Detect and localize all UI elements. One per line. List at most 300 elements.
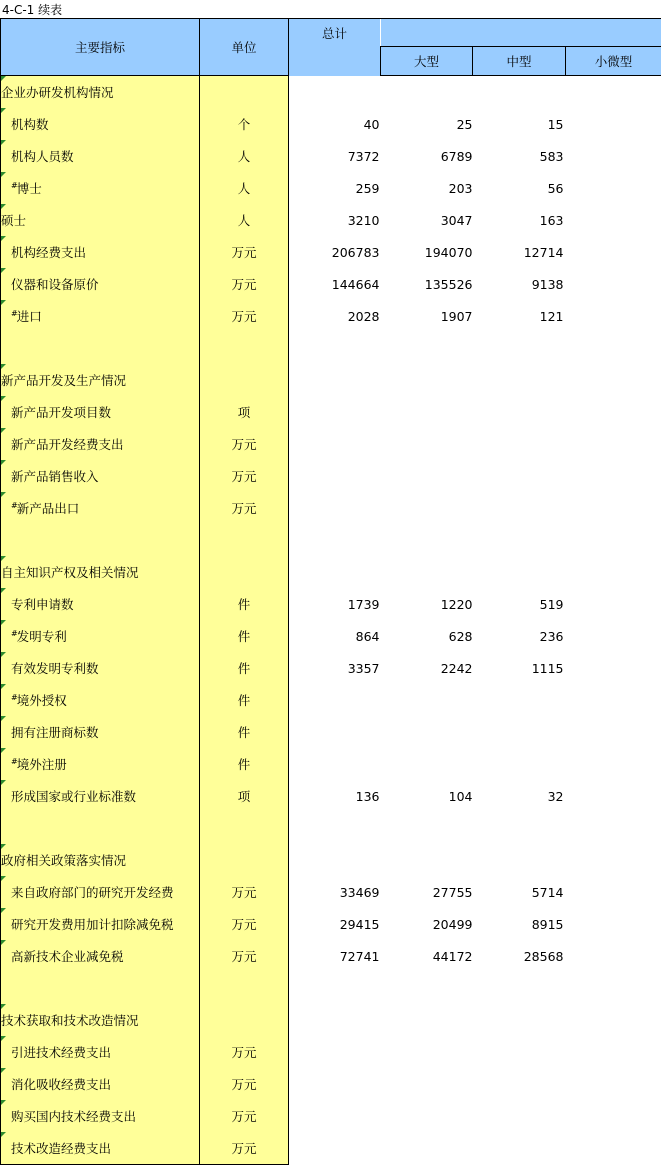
cell-marker-icon — [1, 204, 6, 209]
medium-value-cell — [473, 76, 566, 109]
medium-value-cell — [473, 1068, 566, 1100]
indicator-label: 有效发明专利数 — [11, 661, 99, 676]
unit-cell: 件 — [200, 588, 289, 620]
total-value-cell — [289, 460, 381, 492]
indicator-label: 新产品开发项目数 — [11, 405, 112, 420]
medium-value-cell: 56 — [547, 180, 564, 196]
large-value-cell — [381, 844, 473, 876]
large-value-cell — [381, 524, 473, 556]
small-value-cell — [566, 940, 661, 972]
large-value-cell: 44172 — [432, 948, 473, 964]
unit-cell: 件 — [200, 652, 289, 684]
small-value-cell — [566, 428, 661, 460]
table-row — [1, 1036, 661, 1068]
large-value-cell — [381, 428, 473, 460]
indicator-cell — [1, 684, 200, 716]
medium-value-cell: 1115 — [531, 660, 564, 676]
indicator-cell — [1, 748, 200, 780]
small-value-cell — [566, 780, 661, 812]
table-row — [1, 780, 661, 812]
large-value-cell — [381, 332, 473, 364]
section-row — [1, 364, 661, 396]
unit-cell: 万元 — [200, 1100, 289, 1132]
indicator-cell — [1, 172, 200, 204]
total-value-cell: 2028 — [347, 308, 380, 324]
total-value-cell — [289, 844, 381, 876]
small-value-cell — [566, 268, 661, 300]
large-value-cell: 3047 — [440, 212, 473, 228]
total-value-cell — [289, 972, 381, 1004]
cell-marker-icon — [1, 556, 6, 561]
total-value-cell — [289, 684, 381, 716]
unit-cell — [200, 524, 289, 556]
table-row — [1, 172, 661, 204]
blank-row — [1, 524, 661, 556]
large-value-cell — [381, 1132, 473, 1165]
small-value-cell — [566, 1036, 661, 1068]
indicator-cell — [1, 652, 200, 684]
large-value-cell: 104 — [448, 788, 473, 804]
section-row — [1, 844, 661, 876]
total-value-cell — [289, 1132, 381, 1165]
total-value-cell — [289, 1036, 381, 1068]
cell-marker-icon — [1, 748, 6, 753]
indicator-cell — [1, 620, 200, 652]
medium-value-cell — [473, 1100, 566, 1132]
total-value-cell — [289, 1068, 381, 1100]
indicator-label: 机构经费支出 — [11, 245, 87, 260]
cell-marker-icon — [1, 1004, 6, 1009]
total-value-cell: 3357 — [347, 660, 380, 676]
indicator-label: 新产品开发及生产情况 — [1, 373, 127, 388]
indicator-cell — [1, 428, 200, 460]
unit-cell — [200, 812, 289, 844]
large-value-cell — [381, 1100, 473, 1132]
cell-marker-icon — [1, 140, 6, 145]
indicator-label: 硕士 — [1, 213, 27, 228]
small-value-cell — [566, 396, 661, 428]
small-value-cell — [566, 364, 661, 396]
large-value-cell — [381, 1068, 473, 1100]
indicator-cell — [1, 268, 200, 300]
indicator-cell — [1, 76, 200, 109]
medium-value-cell: 5714 — [531, 884, 564, 900]
hash-marker: # — [11, 757, 18, 766]
indicator-cell — [1, 1132, 200, 1165]
large-value-cell: 6789 — [440, 148, 473, 164]
header-large: 大型 — [381, 47, 473, 76]
small-value-cell — [566, 76, 661, 109]
cell-marker-icon — [1, 652, 6, 657]
unit-cell: 人 — [200, 204, 289, 236]
blank-row — [1, 332, 661, 364]
medium-value-cell — [473, 492, 566, 524]
cell-marker-icon — [1, 1036, 6, 1041]
indicator-label: 新产品销售收入 — [11, 469, 99, 484]
indicator-cell — [1, 300, 200, 332]
cell-marker-icon — [1, 844, 6, 849]
unit-cell: 万元 — [200, 428, 289, 460]
unit-cell — [200, 332, 289, 364]
small-value-cell — [566, 524, 661, 556]
unit-cell: 万元 — [200, 236, 289, 268]
small-value-cell — [566, 460, 661, 492]
large-value-cell: 1907 — [440, 308, 473, 324]
large-value-cell: 194070 — [424, 244, 473, 260]
medium-value-cell — [473, 1132, 566, 1165]
indicator-label: 研究开发费用加计扣除减免税 — [11, 917, 174, 932]
medium-value-cell — [473, 428, 566, 460]
total-value-cell — [289, 76, 381, 109]
hash-marker: # — [11, 501, 18, 510]
indicator-label: 自主知识产权及相关情况 — [1, 565, 139, 580]
medium-value-cell — [473, 524, 566, 556]
indicator-label: 发明专利 — [16, 629, 67, 644]
total-value-cell: 33469 — [339, 884, 380, 900]
cell-marker-icon — [1, 268, 6, 273]
medium-value-cell — [473, 1004, 566, 1036]
medium-value-cell: 9138 — [531, 276, 564, 292]
small-value-cell — [566, 684, 661, 716]
unit-cell: 个 — [200, 108, 289, 140]
table-row — [1, 268, 661, 300]
indicator-label: 引进技术经费支出 — [11, 1045, 112, 1060]
total-value-cell — [289, 492, 381, 524]
total-value-cell — [289, 428, 381, 460]
header-small: 小微型 — [566, 47, 661, 76]
unit-cell — [200, 844, 289, 876]
table-row — [1, 300, 661, 332]
cell-marker-icon — [1, 940, 6, 945]
indicator-label: 来自政府部门的研究开发经费 — [11, 885, 174, 900]
total-value-cell — [289, 716, 381, 748]
medium-value-cell: 236 — [539, 628, 564, 644]
hash-marker: # — [11, 309, 18, 318]
hash-marker: # — [11, 693, 18, 702]
large-value-cell — [381, 460, 473, 492]
large-value-cell — [381, 748, 473, 780]
table-row — [1, 716, 661, 748]
indicator-label: 形成国家或行业标准数 — [11, 789, 137, 804]
indicator-label: 机构人员数 — [11, 149, 74, 164]
indicator-cell — [1, 1004, 200, 1036]
unit-cell: 件 — [200, 716, 289, 748]
indicator-cell — [1, 556, 200, 588]
indicator-cell — [1, 812, 200, 844]
cell-marker-icon — [1, 428, 6, 433]
section-row — [1, 1004, 661, 1036]
indicator-cell — [1, 940, 200, 972]
small-value-cell — [566, 172, 661, 204]
total-value-cell — [289, 748, 381, 780]
cell-marker-icon — [1, 588, 6, 593]
small-value-cell — [566, 204, 661, 236]
indicator-label: 技术获取和技术改造情况 — [1, 1013, 139, 1028]
medium-value-cell: 15 — [547, 116, 564, 132]
indicator-label: 机构数 — [11, 117, 49, 132]
cell-marker-icon — [1, 460, 6, 465]
table-row — [1, 236, 661, 268]
hash-marker: # — [11, 181, 18, 190]
small-value-cell — [566, 972, 661, 1004]
total-value-cell — [289, 396, 381, 428]
large-value-cell — [381, 556, 473, 588]
indicator-cell — [1, 1100, 200, 1132]
medium-value-cell: 28568 — [523, 948, 564, 964]
medium-value-cell: 519 — [539, 596, 564, 612]
indicator-cell — [1, 396, 200, 428]
indicator-cell — [1, 204, 200, 236]
table-row — [1, 588, 661, 620]
indicator-label: 技术改造经费支出 — [11, 1141, 112, 1156]
small-value-cell — [566, 492, 661, 524]
small-value-cell — [566, 588, 661, 620]
small-value-cell — [566, 556, 661, 588]
indicator-label: 企业办研发机构情况 — [1, 85, 114, 100]
small-value-cell — [566, 652, 661, 684]
unit-cell: 万元 — [200, 1132, 289, 1165]
header-unit: 单位 — [200, 19, 289, 76]
medium-value-cell: 121 — [539, 308, 564, 324]
medium-value-cell — [473, 844, 566, 876]
small-value-cell — [566, 908, 661, 940]
large-value-cell — [381, 716, 473, 748]
unit-cell: 万元 — [200, 1068, 289, 1100]
unit-cell — [200, 556, 289, 588]
total-value-cell: 7372 — [347, 148, 380, 164]
total-value-cell: 144664 — [331, 276, 380, 292]
sheet-title: 4-C-1 续表 — [2, 3, 63, 17]
table-row — [1, 652, 661, 684]
unit-cell — [200, 76, 289, 109]
medium-value-cell: 163 — [539, 212, 564, 228]
large-value-cell — [381, 396, 473, 428]
medium-value-cell — [473, 556, 566, 588]
indicator-cell — [1, 236, 200, 268]
unit-cell: 万元 — [200, 460, 289, 492]
indicator-label: 购买国内技术经费支出 — [11, 1109, 137, 1124]
medium-value-cell: 12714 — [523, 244, 564, 260]
total-value-cell: 40 — [363, 116, 380, 132]
unit-cell: 项 — [200, 396, 289, 428]
header-total: 总计 — [289, 19, 381, 76]
small-value-cell — [566, 108, 661, 140]
table-row — [1, 876, 661, 908]
blank-row — [1, 972, 661, 1004]
large-value-cell — [381, 364, 473, 396]
table-row — [1, 908, 661, 940]
medium-value-cell — [473, 972, 566, 1004]
medium-value-cell — [473, 684, 566, 716]
small-value-cell — [566, 236, 661, 268]
section-row — [1, 556, 661, 588]
table-row — [1, 396, 661, 428]
large-value-cell — [381, 1004, 473, 1036]
total-value-cell: 3210 — [347, 212, 380, 228]
table-row — [1, 1132, 661, 1165]
small-value-cell — [566, 1068, 661, 1100]
medium-value-cell — [473, 812, 566, 844]
unit-cell: 件 — [200, 620, 289, 652]
small-value-cell — [566, 620, 661, 652]
large-value-cell: 20499 — [432, 916, 473, 932]
indicator-label: 消化吸收经费支出 — [11, 1077, 112, 1092]
table-row — [1, 1100, 661, 1132]
cell-marker-icon — [1, 620, 6, 625]
medium-value-cell — [473, 396, 566, 428]
unit-cell: 项 — [200, 780, 289, 812]
indicator-cell — [1, 876, 200, 908]
indicator-label: 新产品开发经费支出 — [11, 437, 124, 452]
small-value-cell — [566, 812, 661, 844]
table-row — [1, 684, 661, 716]
unit-cell: 万元 — [200, 1036, 289, 1068]
indicator-cell — [1, 844, 200, 876]
indicator-cell — [1, 140, 200, 172]
section-row — [1, 76, 661, 109]
unit-cell: 万元 — [200, 492, 289, 524]
indicator-cell — [1, 492, 200, 524]
indicator-cell — [1, 524, 200, 556]
cell-marker-icon — [1, 364, 6, 369]
data-table — [0, 18, 661, 1165]
medium-value-cell: 583 — [539, 148, 564, 164]
cell-marker-icon — [1, 492, 6, 497]
large-value-cell: 135526 — [424, 276, 473, 292]
large-value-cell — [381, 972, 473, 1004]
indicator-label: 新产品出口 — [16, 501, 80, 516]
total-value-cell — [289, 812, 381, 844]
cell-marker-icon — [1, 876, 6, 881]
indicator-cell — [1, 364, 200, 396]
large-value-cell: 628 — [448, 628, 473, 644]
small-value-cell — [566, 1004, 661, 1036]
large-value-cell — [381, 492, 473, 524]
unit-cell: 件 — [200, 748, 289, 780]
large-value-cell — [381, 76, 473, 109]
unit-cell: 人 — [200, 172, 289, 204]
header-indicator: 主要指标 — [1, 19, 200, 76]
indicator-cell — [1, 588, 200, 620]
total-value-cell: 29415 — [339, 916, 380, 932]
total-value-cell: 206783 — [331, 244, 380, 260]
small-value-cell — [566, 876, 661, 908]
unit-cell: 万元 — [200, 268, 289, 300]
blank-row — [1, 812, 661, 844]
hash-marker: # — [11, 629, 18, 638]
table-row — [1, 748, 661, 780]
total-value-cell — [289, 364, 381, 396]
cell-marker-icon — [1, 1132, 6, 1137]
small-value-cell — [566, 748, 661, 780]
indicator-label: 进口 — [16, 309, 42, 324]
large-value-cell — [381, 684, 473, 716]
cell-marker-icon — [1, 236, 6, 241]
total-value-cell — [289, 524, 381, 556]
total-value-cell — [289, 556, 381, 588]
total-value-cell — [289, 1100, 381, 1132]
cell-marker-icon — [1, 172, 6, 177]
indicator-cell — [1, 1036, 200, 1068]
total-value-cell: 136 — [355, 788, 380, 804]
header-medium: 中型 — [473, 47, 566, 76]
header-size-group — [381, 19, 661, 47]
total-value-cell: 72741 — [339, 948, 380, 964]
small-value-cell — [566, 1100, 661, 1132]
large-value-cell: 203 — [448, 180, 473, 196]
large-value-cell: 27755 — [432, 884, 473, 900]
unit-cell: 万元 — [200, 940, 289, 972]
unit-cell — [200, 1004, 289, 1036]
indicator-label: 境外授权 — [16, 693, 67, 708]
indicator-cell — [1, 108, 200, 140]
small-value-cell — [566, 844, 661, 876]
unit-cell — [200, 972, 289, 1004]
indicator-cell — [1, 716, 200, 748]
cell-marker-icon — [1, 908, 6, 913]
cell-marker-icon — [1, 108, 6, 113]
medium-value-cell — [473, 364, 566, 396]
unit-cell — [200, 364, 289, 396]
large-value-cell: 1220 — [440, 596, 473, 612]
medium-value-cell — [473, 748, 566, 780]
table-row — [1, 620, 661, 652]
cell-marker-icon — [1, 76, 6, 81]
cell-marker-icon — [1, 1100, 6, 1105]
small-value-cell — [566, 300, 661, 332]
indicator-cell — [1, 460, 200, 492]
large-value-cell: 2242 — [440, 660, 473, 676]
medium-value-cell — [473, 716, 566, 748]
table-row — [1, 428, 661, 460]
table-row — [1, 460, 661, 492]
total-value-cell: 864 — [355, 628, 380, 644]
total-value-cell — [289, 332, 381, 364]
table-row — [1, 140, 661, 172]
indicator-cell — [1, 908, 200, 940]
indicator-label: 政府相关政策落实情况 — [1, 853, 127, 868]
indicator-cell — [1, 1068, 200, 1100]
medium-value-cell: 32 — [547, 788, 564, 804]
indicator-cell — [1, 332, 200, 364]
unit-cell: 人 — [200, 140, 289, 172]
small-value-cell — [566, 716, 661, 748]
cell-marker-icon — [1, 780, 6, 785]
total-value-cell — [289, 1004, 381, 1036]
unit-cell: 万元 — [200, 300, 289, 332]
medium-value-cell: 8915 — [531, 916, 564, 932]
medium-value-cell — [473, 1036, 566, 1068]
indicator-label: 拥有注册商标数 — [11, 725, 99, 740]
large-value-cell — [381, 812, 473, 844]
indicator-label: 高新技术企业减免税 — [11, 949, 124, 964]
unit-cell: 件 — [200, 684, 289, 716]
small-value-cell — [566, 1132, 661, 1165]
medium-value-cell — [473, 332, 566, 364]
indicator-label: 境外注册 — [16, 757, 67, 772]
indicator-label: 仪器和设备原价 — [11, 277, 99, 292]
cell-marker-icon — [1, 1068, 6, 1073]
table-row — [1, 108, 661, 140]
indicator-cell — [1, 780, 200, 812]
medium-value-cell — [473, 460, 566, 492]
indicator-label: 博士 — [16, 181, 42, 196]
indicator-cell — [1, 972, 200, 1004]
total-value-cell: 1739 — [347, 596, 380, 612]
large-value-cell: 25 — [456, 116, 473, 132]
total-value-cell: 259 — [355, 180, 380, 196]
table-row — [1, 204, 661, 236]
